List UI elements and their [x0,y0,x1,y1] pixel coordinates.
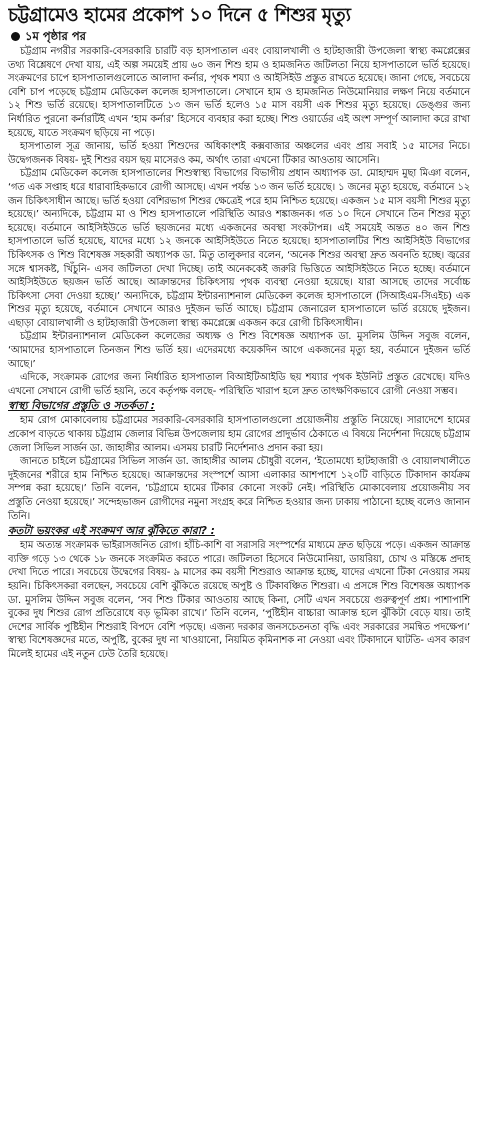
paragraph: চট্টগ্রাম ইন্টারন্যাশনাল মেডিকেল কলেজের অধ্যক্ষ ও শিশু বিশেষজ্ঞ অধ্যাপক ডা. মুসলিম উদ্দিন সবুজ বলেন, ‘আমাদের হাসপাতালে তিনজন শিশু ভর্তি হয়। এদেরমধ্যে কয়েকদিন আগে একজনের মৃত্যু হয়, বর্তমানে দুইজন ভর্তি আছে।’ [8,331,470,370]
continued-from-note [8,29,470,44]
paragraph: এদিকে, সংক্রামক রোগের জন্য নির্ধারিত হাসপাতাল বিআইটিআইডি ছয় শয্যার পৃথক ইউনিট প্রস্তুত রেখেছে। যদিও এখনো সেখানে রোগী ভর্তি হয়নি, তবে কর্তৃপক্ষ বলছে- পরিস্থিতি খারাপ হলে দ্রুত তাৎক্ষণিকভাবে রোগী নেওয়া সম্ভব। [8,372,470,397]
subheading-preparation: স্বাস্থ্য বিভাগের প্রস্তুতি ও সতর্কতা : [8,400,155,413]
paragraph: হাসপাতাল সূত্র জানায়, ভর্তি হওয়া শিশুদের অধিকাংশই কক্সবাজার অঞ্চলের এবং প্রায় সবাই ১৫ মাসের নিচে। উদ্বেগজনক বিষয়- দুই শিশুর বয়স ছয় মাসেরও কম, অর্থাৎ তারা এখনো টিকার আওতায় আসেনি। [8,141,470,166]
bullet-icon [11,32,20,41]
article-headline: চট্টগ্রামেও হামের প্রকোপ ১০ দিনে ৫ শিশুর মৃত্যু [8,5,351,26]
continued-from-label: ১ম পৃষ্ঠার পর [25,29,86,43]
paragraph: চট্টগ্রাম মেডিকেল কলেজ হাসপাতালের শিশুস্বাস্থ্য বিভাগের বিভাগীয় প্রধান অধ্যাপক ডা. মোহাম্মদ মুছা মিঞা বলেন, ‘গত এক সপ্তাহ ধরে ধারাবাহিকভাবে রোগী আসছে। এখন পর্যন্ত ১৩ জন ভর্তি হয়েছে। ১ জনের মৃত্যু হয়েছে, বর্তমানে ১২ জন চিকিৎসাধীন আছে। ভর্তি হওয়া বেশিরভাগ শিশুর ক্ষেত্রেই পরে হাম নিশ্চিত হয়েছে। একজন ১৫ মাস বয়সী শিশুর মৃত্যু হয়েছে।’ অন্যদিকে, চট্টগ্রাম মা ও শিশু হাসপাতালে পরিস্থিতি আরও শঙ্কাজনক। গত ১০ দিনে সেখানে তিন শিশুর মৃত্যু হয়েছে। বর্তমানে আইসিইউতে ভর্তি ছয়জনের মধ্যে একজনের অবস্থা সংকটাপন্ন। এই সময়েই অন্তত ৪০ জন শিশু হাসপাতালে ভর্তি হয়েছে, যাদের মধ্যে ১২ জনকে আইসিইউতে নিতে হয়েছে। হাসপাতালটির শিশু আইসিইউ বিভাগের চিকিৎসক ও শিশু বিশেষজ্ঞ সহকারী অধ্যাপক ডা. মিতু তালুকদার বলেন, ‘অনেক শিশুর অবস্থা দ্রুত অবনতি হচ্ছে। জ্বরের সঙ্গে শ্বাসকষ্ট, খিঁচুনি- এসব জটিলতা দেখা দিচ্ছে। তাই অনেককেই জরুরি ভিত্তিতে আইসিইউতে নিতে হচ্ছে। বর্তমানে আইসিইউতে ছয়জন ভর্তি আছে। আক্রান্তদের চিকিৎসায় পৃথক ব্যবস্থা নেওয়া হয়েছে। যারা আসছে তাদের সর্বোচ্চ চিকিৎসা সেবা দেওয়া হচ্ছে।’ অন্যদিকে, চট্টগ্রাম ইন্টারন্যাশনাল মেডিকেল কলেজ হাসপাতালে (সিআইএম-সিএইচ) এক শিশুর মৃত্যু হয়েছে, বর্তমানে সেখানে আরও দুইজন ভর্তি আছে। চট্টগ্রাম জেনারেল হাসপাতালে ভর্তি রয়েছে দুইজন। এছাড়া বোয়ালখালী ও হাটহাজারী উপজেলা স্বাস্থ্য কমপ্লেক্সে একজন করে রোগী চিকিৎসাধীন। [8,168,470,329]
article-body [8,45,470,662]
paragraph: জানতে চাইলে চট্টগ্রামের সিভিল সার্জন ডা. জাহাঙ্গীর আলম চৌধুরী বলেন, ‘ইতোমধ্যে হাটহাজারী ও বোয়ালখালীতে দুইজনের শরীরে হাম নিশ্চিত হয়েছে। আক্রান্তদের সংস্পর্শে আসা এলাকার আশপাশে ১২০টি বাড়িতে টিকাদান কার্যক্রম সম্পন্ন করা হয়েছে।’ তিনি বলেন, ‘চট্টগ্রামে হামের টিকার কোনো সংকট নেই। পরিস্থিতি মোকাবেলায় প্রয়োজনীয় সব প্রস্তুতি নেওয়া হয়েছে।’ সন্দেহভাজন রোগীদের নমুনা সংগ্রহ করে নিশ্চিত হওয়ার জন্য ঢাকায় পাঠানো হচ্ছে বলেও জানান তিনি। [8,456,470,522]
paragraph: হাম অত্যন্ত সংক্রামক ভাইরাসজনিত রোগ। হাঁচি-কাশি বা সরাসরি সংস্পর্শের মাধ্যমে দ্রুত ছড়িয়ে পড়ে। একজন আক্রান্ত ব্যক্তি গড়ে ১৩ থেকে ১৮ জনকে সংক্রমিত করতে পারে। জটিলতা হিসেবে নিউমোনিয়া, ডায়রিয়া, চোখ ও মস্তিষ্কে প্রদাহ দেখা দিতে পারে। সবচেয়ে উদ্বেগের বিষয়- ৯ মাসের কম বয়সী শিশুরাও আক্রান্ত হচ্ছে, যাদের এখনো টিকা নেওয়ার সময় হয়নি। চিকিৎসকরা বলছেন, সবচেয়ে বেশি ঝুঁকিতে রয়েছে অপুষ্ট ও টিকাবঞ্চিত শিশুরা। এ প্রসঙ্গে শিশু বিশেষজ্ঞ অধ্যাপক ডা. মুসলিম উদ্দিন সবুজ বলেন, ‘সব শিশু টিকার আওতায় আছে কিনা, সেটি এখন সবচেয়ে গুরুত্বপূর্ণ প্রশ্ন। পাশাপাশি বুকের দুধ শিশুর রোগ প্রতিরোধে বড় ভূমিকা রাখে।’ তিনি বলেন, ‘পুষ্টিহীন বাচ্চারা আক্রান্ত হলে ঝুঁকিটা বেড়ে যায়। তাই দেশের সার্বিক পুষ্টিহীন শিশুরাই বিপদে বেশি পড়ছে। এজন্য দরকার জনসচেতনতা বৃদ্ধি এবং সরকারের সমন্বিত পদক্ষেপ।’ স্বাস্থ্য বিশেষজ্ঞদের মতে, অপুষ্টি, বুকের দুধ না খাওয়ানো, নিয়মিত কৃমিনাশক না নেওয়া এবং টিকাদানে ঘাটতি- এসব কারণ মিলেই হামের এই নতুন ঢেউ তৈরি হয়েছে। [8,540,470,660]
paragraph: হাম রোগ মোকাবেলায় চট্টগ্রামের সরকারি-বেসরকারি হাসপাতালগুলো প্রয়োজনীয় প্রস্তুতি নিয়েছে। সারাদেশে হামের প্রকোপ বাড়তে থাকায় চট্টগ্রাম জেলার বিভিন্ন উপজেলায় হাম রোগের প্রাদুর্ভাব ঠেকাতে এ বিষয়ে নির্দেশনা দিয়েছে চট্টগ্রাম জেলা সিভিল সার্জন ডা. জাহাঙ্গীর আলম। এসময় চারটি নির্দেশনাও প্রদান করা হয়। [8,415,470,454]
paragraph: চট্টগ্রাম নগরীর সরকারি-বেসরকারি চারটি বড় হাসপাতাল এবং বোয়ালখালী ও হাটহাজারী উপজেলা স্বাস্থ্য কমপ্লেক্সের তথ্য বিশ্লেষণে দেখা যায়, এই অল্প সময়েই প্রায় ৬০ জন শিশু হাম ও হামজনিত জটিলতা নিয়ে হাসপাতালে ভর্তি হয়েছে। সংক্রমণের চাপে হাসপাতালগুলোতে আলাদা কর্নার, পৃথক শয্যা ও আইসিইউ প্রস্তুত রাখতে হয়েছে। জানা গেছে, সবচেয়ে বেশি চাপ পড়েছে চট্টগ্রাম মেডিকেল কলেজ হাসপাতালে। সেখানে হাম ও হামজনিত নিউমোনিয়ার লক্ষণ নিয়ে বর্তমানে ১২ শিশু ভর্তি রয়েছে। হাসপাতালটিতে ১৩ জন ভর্তি হলেও ১৫ মাস বয়সী এক শিশুর মৃত্যু হয়েছে। ডেঙ্গুর জন্য নির্ধারিত পুরনো কর্নারটিই এখন ‘হাম কর্নার’ হিসেবে ব্যবহার করা হচ্ছে। শিশু ওয়ার্ডের এই অংশ সম্পূর্ণ আলাদা করে রাখা হয়েছে, যাতে সংক্রমণ ছড়িয়ে না পড়ে। [8,46,470,139]
subheading-risk: কতটা ভয়ংকর এই সংক্রমণ আর ঝুঁকিতে কারা? : [8,525,215,538]
